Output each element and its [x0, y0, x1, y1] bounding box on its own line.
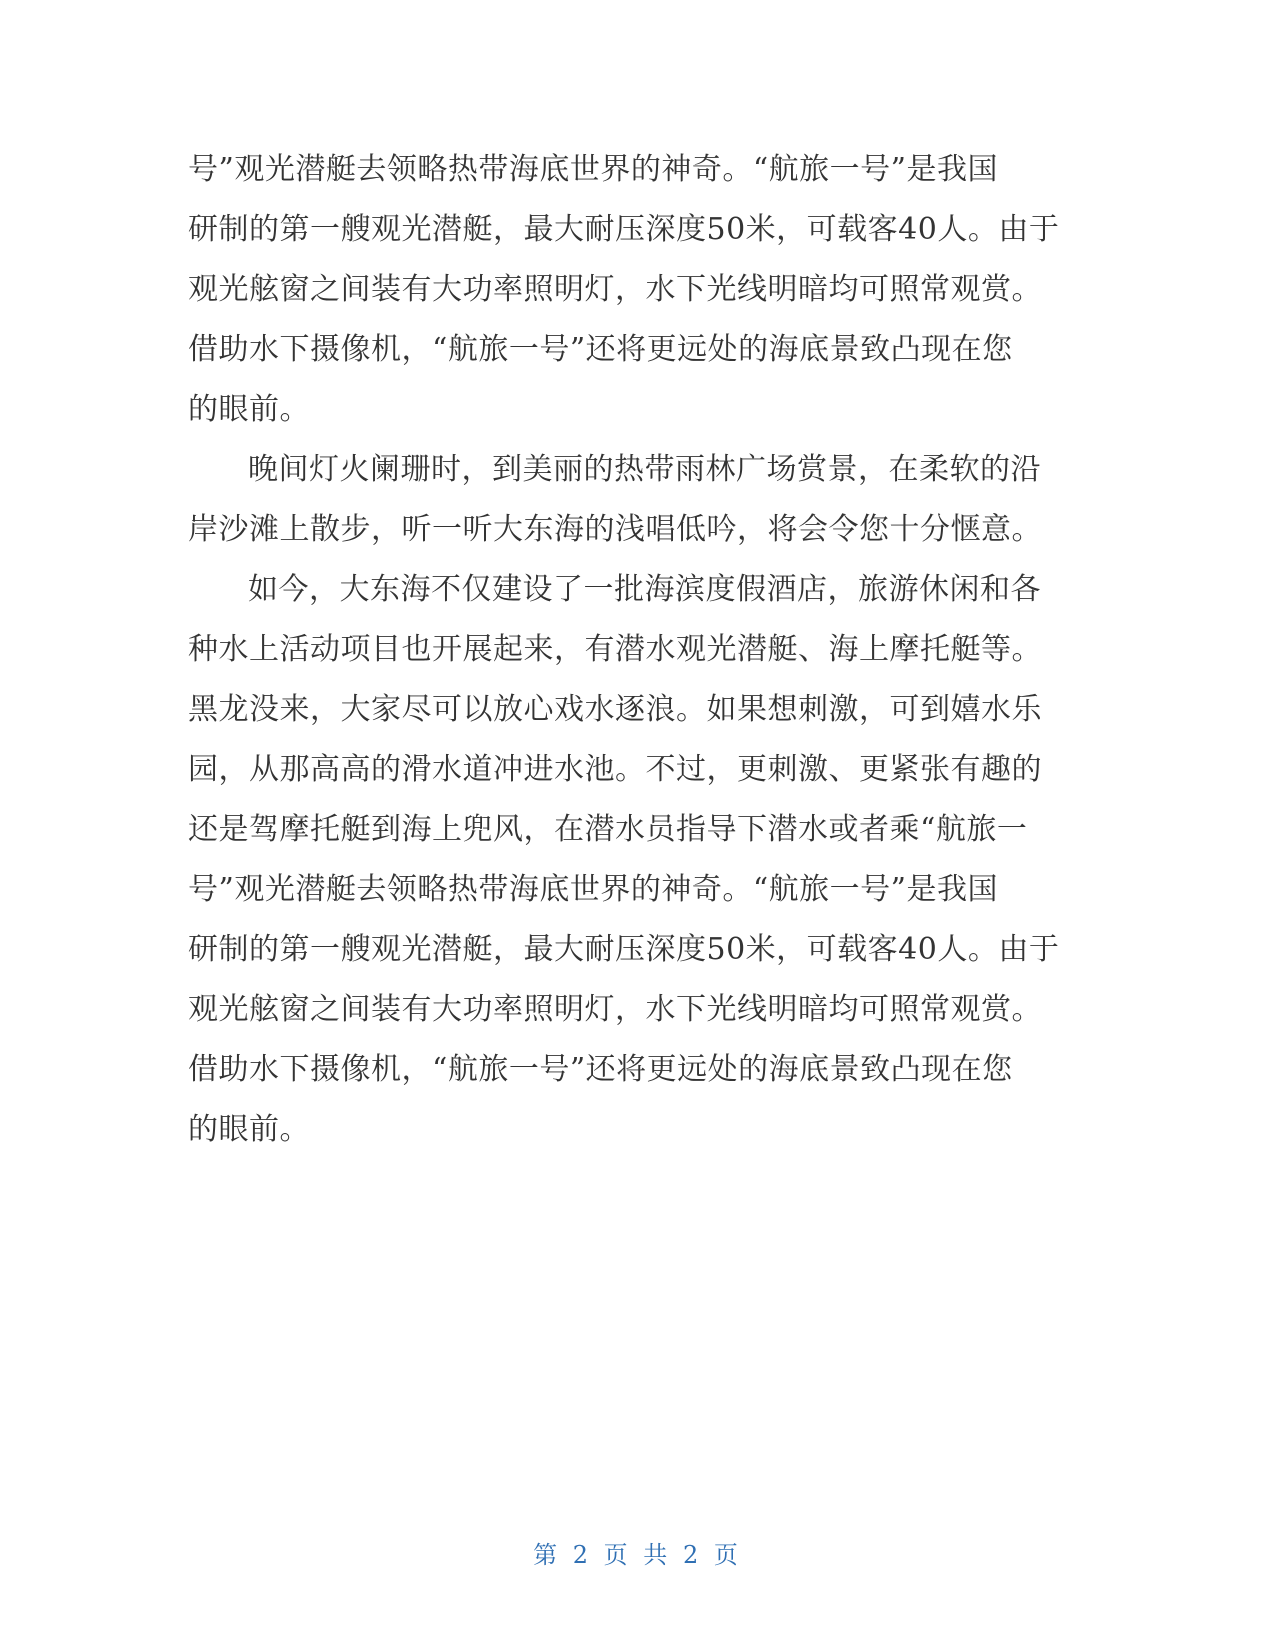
text-line: 号”观光潜艇去领略热带海底世界的神奇。“航旅一号”是我国	[188, 872, 999, 907]
text-line: 还是驾摩托艇到海上兜风，在潜水员指导下潜水或者乘“航旅一	[188, 812, 1028, 847]
text-line: 借助水下摄像机，“航旅一号”还将更远处的海底景致凸现在您	[188, 332, 1013, 367]
text-line: 观光舷窗之间装有大功率照明灯，水下光线明暗均可照常观赏。	[188, 272, 1042, 307]
page-footer	[0, 1535, 1275, 1570]
text-line: 的眼前。	[188, 1112, 310, 1147]
text-line: 研制的第一艘观光潜艇，最大耐压深度50米，可载客40人。由于	[188, 212, 1060, 247]
text-line: 借助水下摄像机，“航旅一号”还将更远处的海底景致凸现在您	[188, 1052, 1013, 1087]
body-text	[188, 140, 1068, 1160]
text-line: 园，从那高高的滑水道冲进水池。不过，更刺激、更紧张有趣的	[188, 752, 1042, 787]
paragraph-1	[188, 140, 1068, 440]
text-line: 研制的第一艘观光潜艇，最大耐压深度50米，可载客40人。由于	[188, 932, 1060, 967]
page-number-text: 第 2 页 共 2 页	[533, 1541, 742, 1569]
text-line: 如今，大东海不仅建设了一批海滨度假酒店，旅游休闲和各	[248, 572, 1041, 607]
text-line: 的眼前。	[188, 392, 310, 427]
text-line: 观光舷窗之间装有大功率照明灯，水下光线明暗均可照常观赏。	[188, 992, 1042, 1027]
text-line: 黑龙没来，大家尽可以放心戏水逐浪。如果想刺激，可到嬉水乐	[188, 692, 1042, 727]
paragraph-3	[188, 560, 1068, 1160]
text-line: 晚间灯火阑珊时，到美丽的热带雨林广场赏景，在柔软的沿	[248, 452, 1041, 487]
text-line: 种水上活动项目也开展起来，有潜水观光潜艇、海上摩托艇等。	[188, 632, 1042, 667]
text-line: 岸沙滩上散步，听一听大东海的浅唱低吟，将会令您十分惬意。	[188, 512, 1042, 547]
text-line: 号”观光潜艇去领略热带海底世界的神奇。“航旅一号”是我国	[188, 152, 999, 187]
paragraph-2	[188, 440, 1068, 560]
